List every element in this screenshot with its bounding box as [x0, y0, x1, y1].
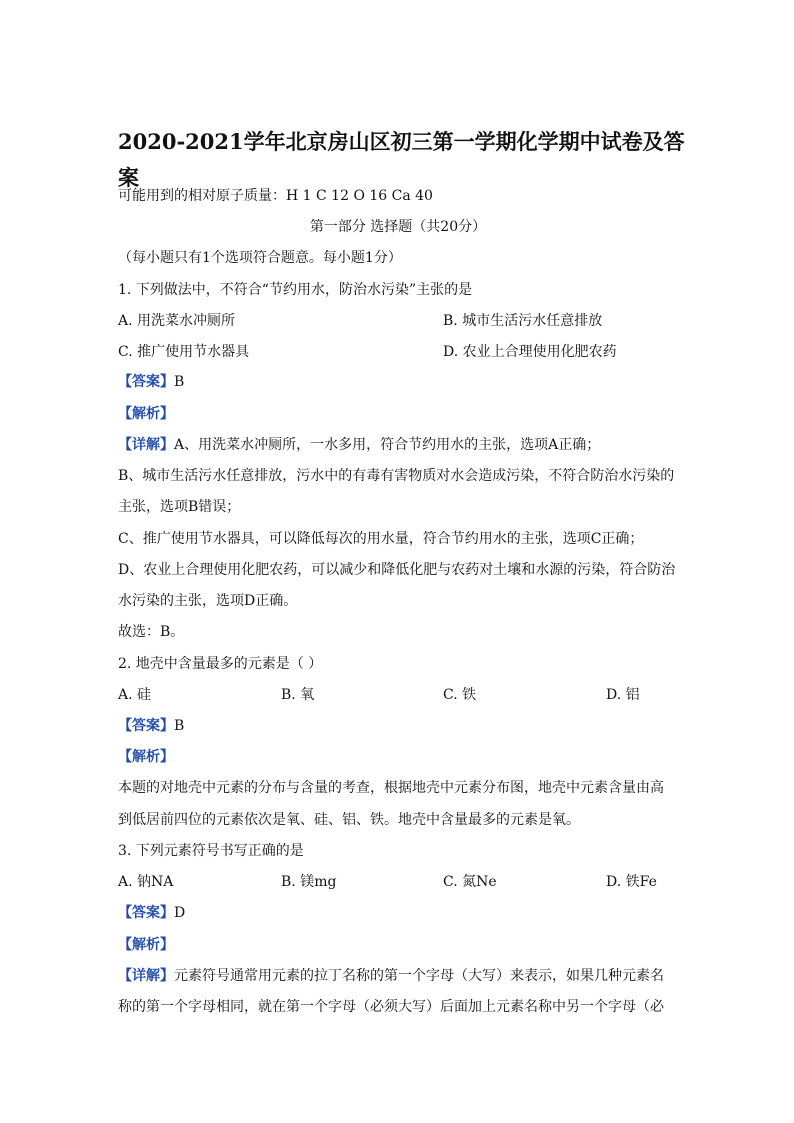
q1-detail-line-5: D、农业上合理使用化肥农药，可以减少和降低化肥与农药对土壤和水源的污染，符合防治 [118, 562, 676, 578]
answer-label: 【答案】 [118, 905, 174, 921]
answer-value: B [174, 374, 185, 390]
q1-answer [118, 373, 678, 391]
q2-option-c: C. 铁 [443, 687, 477, 703]
q1-detail-line-1: 【详解】A、用洗菜水冲厕所，一水多用，符合节约用水的主张，选项A正确； [118, 437, 601, 453]
document-title: 2020-2021学年北京房山区初三第一学期化学期中试卷及答案 [118, 129, 685, 190]
q3-option-a: A. 钠NA [118, 874, 174, 890]
q3-option-d: D. 铁Fe [606, 874, 657, 890]
analysis-label: 【解析】 [118, 749, 174, 765]
q3-option-c: C. 氮Ne [443, 874, 497, 890]
q2-option-a: A. 硅 [118, 687, 152, 703]
analysis-label: 【解析】 [118, 937, 174, 953]
detail-label: 【详解】 [118, 968, 174, 984]
detail-label: 【详解】 [118, 437, 174, 453]
q3-answer [118, 904, 678, 922]
q1-option-a: A. 用洗菜水冲厕所 [118, 313, 236, 329]
q1-detail-line-6: 水污染的主张，选项D正确。 [118, 593, 298, 609]
section-note: （每小题只有1个选项符合题意。每小题1分） [118, 250, 402, 266]
q3-option-b: B. 镁mg [281, 874, 337, 890]
q1-detail-line-4: C、推广使用节水器具，可以降低每次的用水量，符合节约用水的主张，选项C正确； [118, 531, 644, 547]
q2-option-d: D. 铝 [606, 687, 640, 703]
answer-value: B [174, 718, 185, 734]
q3-stem: 3. 下列元素符号书写正确的是 [118, 843, 304, 859]
q1-option-b: B. 城市生活污水任意排放 [443, 313, 603, 329]
analysis-label: 【解析】 [118, 406, 174, 422]
q2-answer [118, 717, 678, 735]
q2-analysis-label [118, 748, 678, 766]
q2-analysis-line-1: 本题的对地壳中元素的分布与含量的考查，根据地壳中元素分布图，地壳中元素含量由高 [118, 780, 664, 796]
q3-detail-line-1: 【详解】元素符号通常用元素的拉丁名称的第一个字母（大写）来表示，如果几种元素名 [118, 968, 664, 984]
q2-analysis-line-2: 到低居前四位的元素依次是氧、硅、铝、铁。地壳中含量最多的元素是氧。 [118, 812, 580, 828]
q3-detail-line-2: 称的第一个字母相同，就在第一个字母（必须大写）后面加上元素名称中另一个字母（必 [118, 999, 664, 1015]
answer-label: 【答案】 [118, 374, 174, 390]
answer-value: D [174, 905, 186, 921]
q1-detail-line-3: 主张，选项B错误； [118, 499, 241, 515]
q1-conclusion: 故选：B。 [118, 624, 185, 640]
q2-option-b: B. 氧 [281, 687, 315, 703]
atomic-mass-line: 可能用到的相对原子质量：H 1 C 12 O 16 Ca 40 [118, 188, 433, 204]
q1-option-c: C. 推广使用节水器具 [118, 344, 250, 360]
q1-detail-line-2: B、城市生活污水任意排放，污水中的有毒有害物质对水会造成污染，不符合防治水污染的 [118, 468, 675, 484]
q1-option-d: D. 农业上合理使用化肥农药 [443, 344, 617, 360]
section-title: 第一部分 选择题（共20分） [309, 219, 487, 235]
q3-analysis-label [118, 936, 678, 954]
q2-stem: 2. 地壳中含量最多的元素是（ ） [118, 656, 323, 672]
q1-analysis-label [118, 405, 678, 423]
q1-stem: 1. 下列做法中，不符合“节约用水，防治水污染”主张的是 [118, 282, 473, 298]
answer-label: 【答案】 [118, 718, 174, 734]
